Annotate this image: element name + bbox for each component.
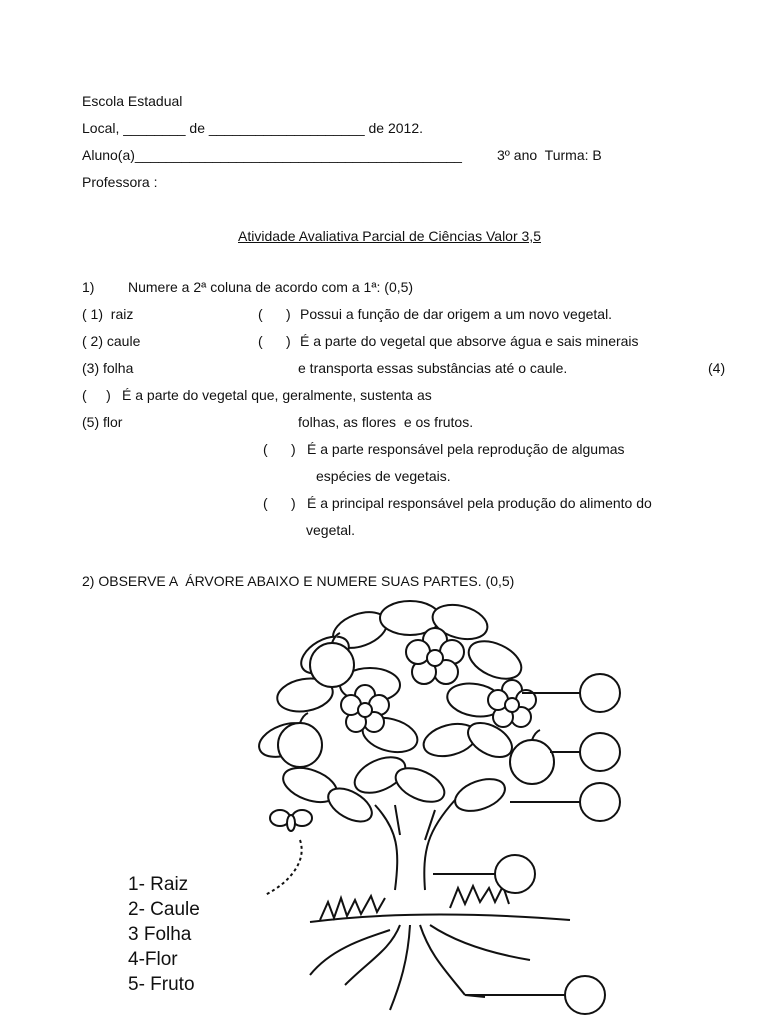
- q1-col2-item: e transporta essas substâncias até o caule.: [298, 360, 568, 376]
- answer-blank[interactable]: ( ): [258, 306, 291, 322]
- answer-blank[interactable]: ( ): [263, 495, 296, 511]
- q1-col2-item: espécies de vegetais.: [316, 468, 451, 484]
- q1-col2-item: vegetal.: [306, 522, 356, 538]
- class-info: 3º ano Turma: B: [497, 147, 602, 163]
- q1-col2-item: É a parte do vegetal que absorve água e sais minerais: [300, 333, 639, 349]
- tree-parts-legend: [128, 872, 200, 997]
- q1-col2-item: É a parte responsável pela reprodução de algumas: [307, 441, 625, 457]
- activity-title: Atividade Avaliativa Parcial de Ciências Valor 3,5: [238, 228, 541, 244]
- q1-col1-item: (3) folha: [82, 360, 134, 376]
- q1-col2-item: folhas, as flores e os frutos.: [298, 414, 474, 430]
- q1-col1-item: (4): [708, 360, 726, 376]
- tree-illustration: [250, 590, 650, 1020]
- q1-col2-item: É a principal responsável pela produção do alimento do: [307, 495, 652, 511]
- legend-item: 1- Raiz: [128, 874, 189, 895]
- legend-item: 5- Fruto: [128, 974, 195, 995]
- legend-item: 2- Caule: [128, 899, 200, 920]
- q1-col1-item: ( 2) caule: [82, 333, 141, 349]
- answer-blank[interactable]: ( ): [82, 387, 111, 403]
- q1-prompt: Numere a 2ª coluna de acordo com a 1ª: (0,5): [128, 279, 414, 295]
- roots: [310, 925, 530, 1010]
- teacher-line: Professora :: [82, 174, 158, 190]
- legend-item: 4-Flor: [128, 949, 178, 970]
- q2-prompt: 2) OBSERVE A ÁRVORE ABAIXO E NUMERE SUAS PARTES. (0,5): [82, 573, 515, 589]
- ground: [310, 886, 570, 922]
- answer-blank[interactable]: ( ): [258, 333, 291, 349]
- school-name: Escola Estadual: [82, 93, 183, 109]
- student-name-line: Aluno(a)__________________________________________: [82, 147, 462, 163]
- butterfly-icon: [265, 810, 312, 895]
- leaves: [254, 599, 527, 828]
- q1-col1-item: ( 1) raiz: [82, 306, 134, 322]
- trunk: [375, 800, 455, 890]
- local-date-line: Local, ________ de ____________________ de 2012.: [82, 120, 423, 136]
- q1-col1-item: (5) flor: [82, 414, 123, 430]
- q1-col2-item: É a parte do vegetal que, geralmente, sustenta as: [122, 387, 432, 403]
- answer-blank[interactable]: ( ): [263, 441, 296, 457]
- q1-number: 1): [82, 279, 95, 295]
- q1-col2-item: Possui a função de dar origem a um novo vegetal.: [300, 306, 613, 322]
- legend-item: 3 Folha: [128, 924, 192, 945]
